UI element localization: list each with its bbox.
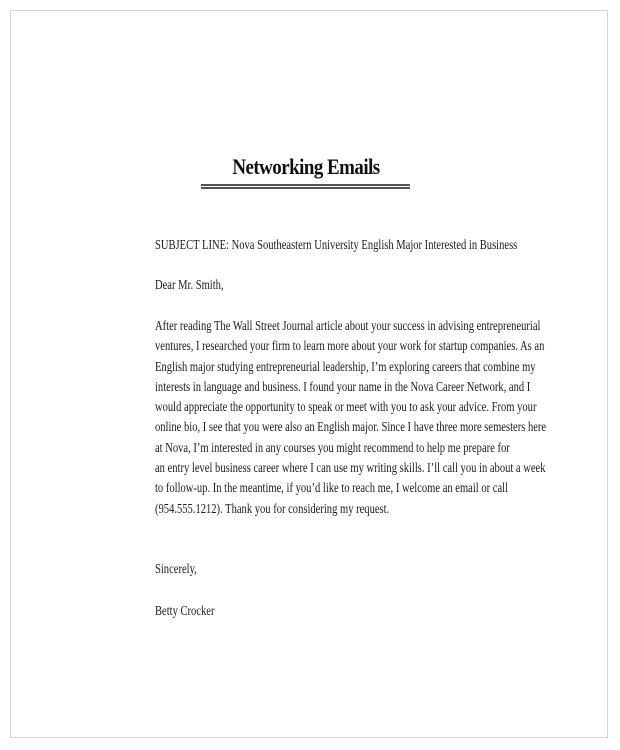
body-line: English major studying entrepreneurial leadership, I’m exploring careers that combine my	[155, 358, 536, 374]
body-line: an entry level business career where I can use my writing skills. I’ll call you in about a week	[155, 460, 546, 476]
body-line: would appreciate the opportunity to speak or meet with you to ask your advice. From your	[155, 399, 537, 415]
body-line: online bio, I see that you were also an English major. Since I have three more semesters here	[155, 419, 547, 435]
document-page	[10, 10, 608, 738]
email-body	[155, 316, 546, 519]
body-line: interests in language and business. I found your name in the Nova Career Network, and I	[155, 378, 531, 394]
document-content	[11, 11, 607, 737]
email-greeting: Dear Mr. Smith,	[155, 277, 224, 292]
body-line: After reading The Wall Street Journal article about your success in advising entrepreneurial	[155, 318, 541, 333]
email-signature: Betty Crocker	[155, 603, 215, 618]
body-line: ventures, I researched your firm to learn more about your work for startup companies. As an	[155, 338, 545, 354]
email-closing: Sincerely,	[155, 561, 197, 576]
body-line: to follow-up. In the meantime, if you’d like to reach me, I welcome an email or call	[155, 480, 509, 496]
title-double-underline	[201, 184, 410, 189]
document-title: Networking Emails	[232, 154, 380, 179]
body-line: at Nova, I’m interested in any courses you might recommend to help me prepare for	[155, 439, 510, 455]
subject-line: SUBJECT LINE: Nova Southeastern University English Major Interested in Business	[155, 237, 518, 252]
body-line: (954.555.1212). Thank you for considering my request.	[155, 500, 390, 516]
